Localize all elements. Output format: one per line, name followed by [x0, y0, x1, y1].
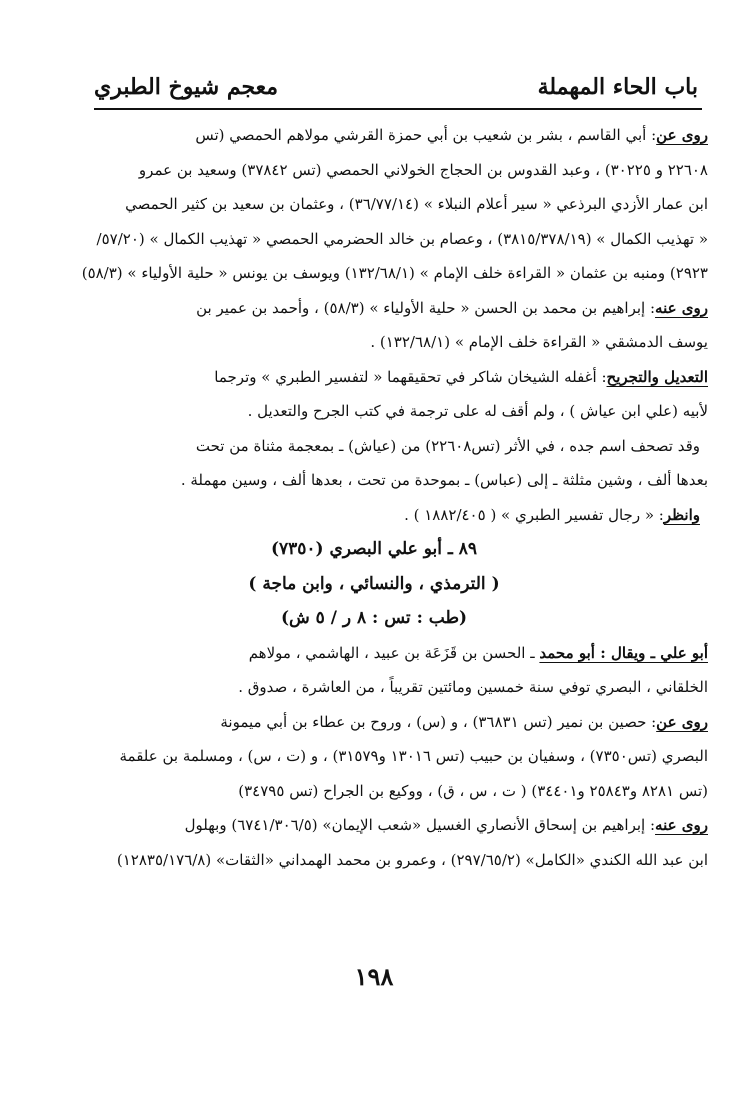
text-line	[40, 118, 708, 153]
page-number: ١٩٨	[354, 962, 394, 991]
line-text: ٨٩ ـ أبو علي البصري (٧٣٥٠)	[270, 539, 478, 559]
text-line	[40, 325, 708, 360]
line-text: الخلقاني ، البصري توفي سنة خمسين ومائتين تقريباً ، من العاشرة ، صدوق .	[238, 678, 708, 696]
entry-label: روى عنه	[655, 816, 708, 834]
line-text: يوسف الدمشقي « القراءة خلف الإمام » (١٣٢/٦٨/١) .	[370, 333, 708, 351]
text-line	[40, 291, 708, 326]
text-line	[40, 498, 708, 533]
entry-label: روى عن	[656, 712, 708, 731]
text-line	[40, 843, 708, 878]
text-line	[40, 532, 708, 567]
line-text: : أبي القاسم ، بشر بن شعيب بن أبي حمزة القرشي مولاهم الحمصي (تس	[195, 126, 657, 144]
entry-label: التعديل والتجريح	[606, 367, 708, 386]
line-text: ٢٢٦٠٨ و ٣٠٢٢٥) ، وعبد القدوس بن الحجاج الخولاني الحمصي (تس ٣٧٨٤٢) وسعيد بن عمرو	[138, 160, 708, 179]
line-text: : إبراهيم بن إسحاق الأنصاري الغسيل «شعب الإيمان» (٦٧٤١/٣٠٦/٥) وبهلول	[184, 816, 656, 834]
entry-label: أبو علي ـ ويقال : أبو محمد	[539, 643, 708, 662]
text-line	[40, 222, 708, 257]
text-line	[40, 774, 708, 809]
entry-label: روى عنه	[655, 298, 708, 317]
text-line	[40, 256, 708, 291]
entry-label: روى عن	[656, 126, 708, 144]
text-line	[40, 601, 708, 636]
line-text: (طب : تس : ٨ ر / ٥ ش)	[280, 608, 468, 628]
text-line	[40, 705, 708, 740]
text-line	[40, 463, 708, 498]
text-line	[40, 394, 708, 429]
line-text: : إبراهيم بن محمد بن الحسن « حلية الأولياء » (٥٨/٣) ، وأحمد بن عمير بن	[196, 298, 656, 317]
line-text: وقد تصحف اسم جده ، في الأثر (تس٢٢٦٠٨) من (عياش) ـ بمعجمة مثناة من تحت	[195, 436, 700, 455]
text-line	[40, 739, 708, 774]
line-text: ٢٩٢٣) ومنبه بن عثمان « القراءة خلف الإمام » (١٣٢/٦٨/١) ويوسف بن يونس « حلية الأولياء » (٥٨/٣)	[81, 264, 708, 282]
line-text: : أغفله الشيخان شاكر في تحقيقهما « لتفسير الطبري » وترجما	[214, 367, 607, 386]
line-text: ـ الحسن بن قَزَعَة بن عبيد ، الهاشمي ، مولاهم	[248, 643, 540, 662]
entry-label: وانظر	[663, 505, 700, 524]
running-header	[94, 68, 702, 110]
line-text: لأبيه (علي ابن عياش ) ، ولم أقف له على ترجمة في كتب الجرح والتعديل .	[247, 402, 708, 420]
line-text: البصري (تس٧٣٥٠) ، وسفيان بن حبيب (تس ١٣٠١٦ و٣١٥٧٩) ، و (ت ، س) ، ومسلمة بن علقمة	[119, 747, 708, 765]
text-line	[40, 187, 708, 222]
text-line	[40, 153, 708, 188]
text-line	[40, 670, 708, 705]
text-line	[40, 636, 708, 671]
page-body	[40, 118, 708, 877]
section-title: باب الحاء المهملة	[537, 74, 698, 100]
line-text: ابن عبد الله الكندي «الكامل» (٢٩٧/٦٥/٢) ، وعمرو بن محمد الهمداني «الثقات» (١٢٨٣٥/١٧٦/٨)	[116, 850, 708, 869]
book-title: معجم شيوخ الطبري	[94, 74, 279, 100]
text-line	[40, 808, 708, 843]
text-line	[40, 429, 708, 464]
line-text: ابن عمار الأزدي البرذعي « سير أعلام النبلاء » (٣٦/٧٧/١٤) ، وعثمان بن سعيد بن كثير الحمصي	[125, 195, 708, 213]
text-line	[40, 567, 708, 602]
line-text: : حصين بن نمير (تس ٣٦٨٣١) ، و (س) ، وروح بن عطاء بن أبي ميمونة	[220, 712, 657, 731]
line-text: بعدها ألف ، وشين مثلثة ـ إلى (عباس) ـ بموحدة من تحت ، بعدها ألف ، وسين مهملة .	[180, 471, 708, 489]
line-text: : « رجال تفسير الطبري » ( ١٨٨٢/٤٠٥ ) .	[404, 505, 664, 524]
text-line	[40, 360, 708, 395]
line-text: ( الترمذي ، والنسائي ، وابن ماجة )	[248, 573, 500, 594]
line-text: « تهذيب الكمال » (٣٨١٥/٣٧٨/١٩) ، وعصام بن خالد الحضرمي الحمصي « تهذيب الكمال » (٥٧/٢٠/	[96, 229, 708, 248]
line-text: (تس ٨٢٨١ و٢٥٨٤٣ و٣٤٤٠١) ( ت ، س ، ق) ، ووكيع بن الجراح (تس ٣٤٧٩٥)	[238, 781, 708, 800]
